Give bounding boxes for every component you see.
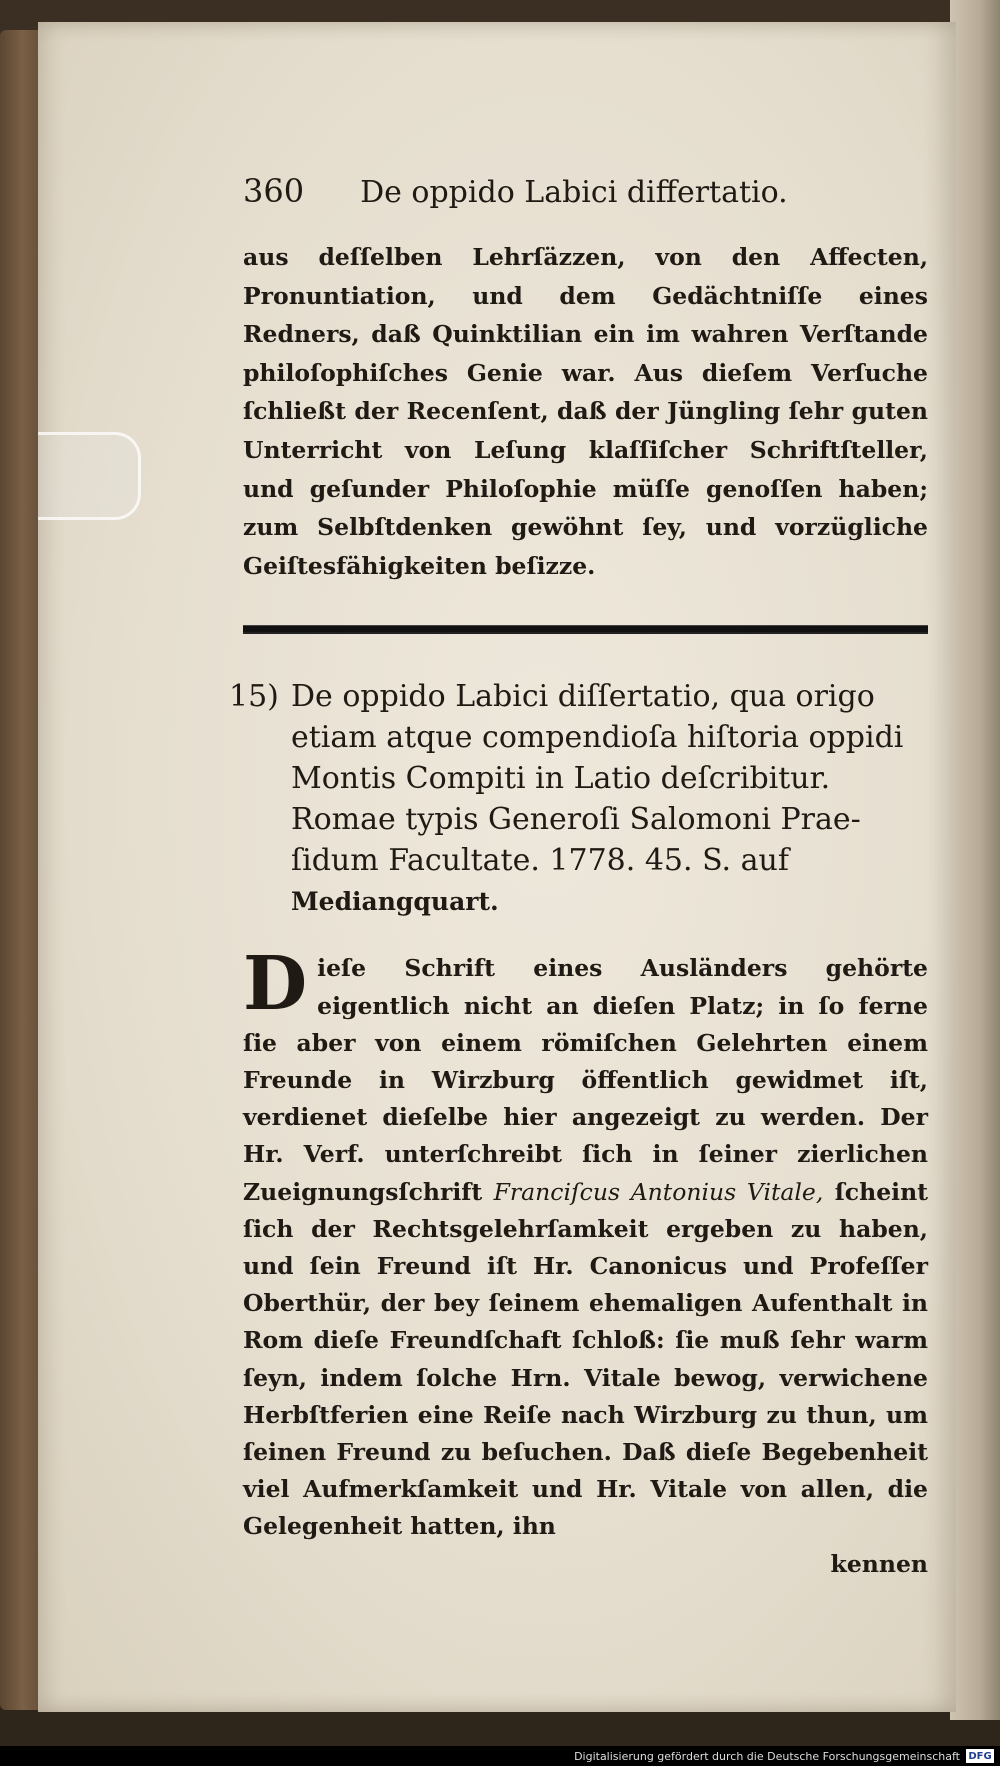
review-text-2: ſcheint ſich der Rechtsgelehrſamkeit ergeben zu haben, und ſein Freund iſt Hr. Canonicus und Profeſſer Oberthür, der bey ſeinem ehemaligen Aufenthalt in Rom dieſe Freundſchaft ſchloß: ſie muß ſehr warm ſeyn, indem ſolche Hrn. Vitale bewog, verwichene Herbſtferien eine Reiſe nach Wirzburg zu thun, um ſeinen Freund zu beſuchen. Daß dieſe Begebenheit viel Aufmerkſamkeit und Hr. Vitale von allen, die Gelegenheit hatten, ihn <box>243 1177 929 1541</box>
running-title: De oppido Labici differtatio. <box>360 175 788 210</box>
entry-line: ſidum Facultate. 1778. 45. S. auf <box>291 843 789 879</box>
entry-number: 15) <box>229 679 279 715</box>
bibliographic-entry <box>229 676 928 922</box>
author-name: Franciſcus Antonius Vitale, <box>493 1177 824 1206</box>
page-edge <box>950 0 1000 1720</box>
catchword: kennen <box>830 1549 928 1578</box>
drop-cap: D <box>243 941 308 1028</box>
review-paragraph <box>243 941 929 1545</box>
book-page <box>38 22 956 1712</box>
entry-line: De oppido Labici diſſertatio, qua origo <box>291 679 875 715</box>
entry-line: Montis Compiti in Latio deſcribitur. <box>291 761 831 797</box>
page-number: 360 <box>243 172 305 210</box>
review-text-1: ieſe Schrift eines Ausländers gehörte eigentlich nicht an dieſen Platz; in ſo ferne ſie aber von einem römiſchen Gelehrten einem Freunde in Wirzburg öffentlich gewidmet iſt, verdienet dieſelbe hier angezeigt zu werden. Der Hr. Verf. unterſchreibt ſich in ſeiner zierlichen Zueignungsſchrift <box>243 954 928 1206</box>
section-rule <box>243 625 928 634</box>
continuation-paragraph: aus deſſelben Lehrſäzzen, von den Affecten, Pronuntiation, und dem Gedächtniſſe eines Redners, daß Quinktilian ein im wahren Verſtande philoſophiſches Genie war. Aus dieſem Verſuche ſchließt der Recenſent, daß der Jüngling ſehr guten Unterricht von Leſung klaſſiſcher Schriftſteller, und geſunder Philoſophie müſſe genoſſen haben; zum Selbſtdenken gewöhnt ſey, und vorzügliche Geiſtesfähigkeiten beſizze. <box>243 243 928 580</box>
running-header <box>243 172 928 222</box>
page-content <box>229 172 929 1578</box>
dfg-logo: DFG <box>966 1749 994 1763</box>
entry-line: etiam atque compendioſa hiſtoria oppidi <box>291 720 904 756</box>
entry-format: Mediangquart. <box>291 887 499 917</box>
funding-credit: Digitalisierung gefördert durch die Deutsche Forschungsgemeinschaft <box>574 1749 960 1763</box>
entry-line: Romae typis Generoſi Salomoni Prae- <box>291 802 861 838</box>
page-clip <box>38 432 141 520</box>
digitization-footer <box>0 1746 1000 1766</box>
